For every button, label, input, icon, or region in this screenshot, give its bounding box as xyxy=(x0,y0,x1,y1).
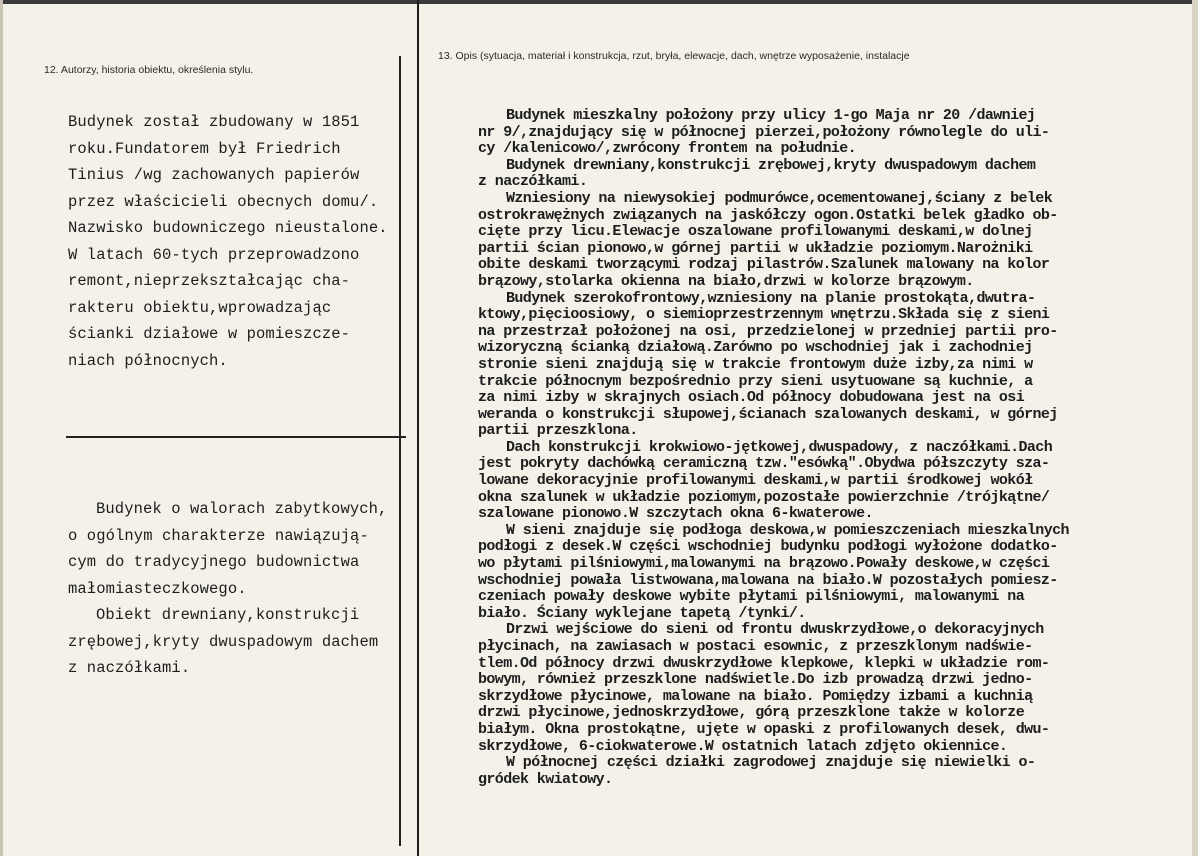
text-line: W latach 60-tych przeprowadzono xyxy=(68,245,360,264)
text-line: wizoryczną ścianką działową.Zarówno po wschodniej jak i zachodniej xyxy=(478,339,1033,357)
text-line: bowym, również przeszklone nadświetle.Do izb prowadzą drzwi jedno- xyxy=(478,671,1033,689)
text-line: za nimi izby w skrajnych osiach.Od północy dobudowana jest na osi xyxy=(478,389,1025,407)
section-13-heading: 13. Opis (sytuacja, materiał i konstrukcja, rzut, bryła, elewacje, dach, wnętrze wyposażenie, instalacje xyxy=(438,50,910,62)
history-text xyxy=(68,109,413,374)
text-line: tlem.Od północy drzwi dwuskrzydłowe klepkowe, klepki w układzie rom- xyxy=(478,654,1050,672)
text-line: roku.Fundatorem był Friedrich xyxy=(68,139,341,158)
text-line: gródek kwiatowy. xyxy=(478,770,613,788)
text-line: remont,nieprzekształcając cha- xyxy=(68,272,351,290)
text-line: z naczółkami. xyxy=(68,659,191,677)
text-line: partii ścian pionowo,w górnej partii w układzie poziomym.Narożniki xyxy=(478,239,1033,257)
top-frame-line xyxy=(0,0,1198,4)
text-line: Budynek mieszkalny położony przy ulicy 1-go Maja nr 20 /dawniej xyxy=(506,107,1036,124)
text-line: Budynek został zbudowany w 1851 xyxy=(68,113,360,131)
text-line: cy /kalenicowo/,zwrócony frontem na południe. xyxy=(478,140,857,158)
text-line: wo płytami pilśniowymi,malowanymi na brązowo.Powały deskowe,w części xyxy=(478,555,1050,573)
text-line: Nazwisko budowniczego nieustalone. xyxy=(68,219,388,237)
text-line: Budynek szerokofrontowy,wzniesiony na planie prostokąta,dwutra- xyxy=(506,289,1036,307)
text-line: nr 9/,znajdujący się w północnej pierzei,położony równolegle do uli- xyxy=(478,123,1050,141)
text-line: o ogólnym charakterze nawiązują- xyxy=(68,526,369,545)
text-line: białym. Okna prostokątne, ujęte w opaski z profilowanych desek, dwu- xyxy=(478,720,1050,738)
text-line: trakcie północnym bezpośrednio przy sieni usytuowane są kuchnie, a xyxy=(478,372,1033,390)
text-line: biało. Ściany wyklejane tapetą /tynki/. xyxy=(478,604,806,622)
text-line: wschodniej powała listwowana,malowana na biało.W pozostałych pomiesz- xyxy=(478,571,1058,589)
text-line: czeniach powały deskowe wybite płytami pilśniowymi, malowanymi na xyxy=(478,588,1025,606)
column-divider-right xyxy=(417,0,419,856)
style-assessment-text xyxy=(68,496,413,682)
text-line: Obiekt drewniany,konstrukcji xyxy=(96,606,360,624)
text-line: brązowy,stolarka okienna na biało,drzwi w kolorze brązowym. xyxy=(478,272,974,290)
text-line: jest pokryty dachówką ceramiczną tzw."esówką".Obydwa półszczyty sza- xyxy=(478,455,1050,473)
text-line: rakteru obiektu,wprowadzając xyxy=(68,298,332,317)
text-line: na przestrzał położonej na osi, przedzielonej w przedniej partii pro- xyxy=(478,322,1058,340)
text-line: obite deskami tworzącymi rodzaj pilastrów.Szalunek malowany na kolor xyxy=(478,256,1050,274)
text-line: skrzydłowe, 6-ciokwaterowe.W ostatnich latach zdjęto okiennice. xyxy=(478,737,1008,755)
text-line: podłogi z desek.W części wschodniej budynku podłogi wyłożone dodatko- xyxy=(478,538,1058,556)
text-line: płycinach, na zawiasach w postaci esownic, z przeszklonym nadświe- xyxy=(478,638,1033,655)
text-line: ktowy,pięcioosiowy, o siemioprzestrzennym wnętrzu.Składa się z sieni xyxy=(478,306,1050,324)
text-line: przez właścicieli obecnych domu/. xyxy=(68,192,379,211)
text-line: W sieni znajduje się podłoga deskowa,w pomieszczeniach mieszkalnych xyxy=(506,521,1069,539)
description-text xyxy=(478,108,1190,788)
text-line: ścianki działowe w pomieszcze- xyxy=(68,325,351,343)
text-line: z naczółkami. xyxy=(478,173,588,191)
text-line: Budynek drewniany,konstrukcji zrębowej,kryty dwuspadowym dachem xyxy=(506,156,1036,174)
text-line: Budynek o walorach zabytkowych, xyxy=(96,500,388,518)
text-line: partii przeszklona. xyxy=(478,422,638,440)
text-line: Wzniesiony na niewysokiej podmurówce,ocementowanej,ściany z belek xyxy=(506,189,1053,207)
left-edge xyxy=(0,0,3,856)
section-separator xyxy=(66,436,406,438)
text-line: niach północnych. xyxy=(68,351,228,370)
text-line: stronie sieni znajdują się w trakcie frontowym duże izby,za nimi w xyxy=(478,355,1033,373)
section-12-heading: 12. Autorzy, historia obiektu, określenia stylu. xyxy=(44,64,254,76)
text-line: lowane dekoracyjnie profilowanymi deskami,w partii środkowej wokół xyxy=(478,472,1033,490)
text-line: W północnej części działki zagrodowej znajduje się niewielki o- xyxy=(506,754,1036,772)
text-line: ostrokrawężnych związanych na jaskółczy ogon.Ostatki belek gładko ob- xyxy=(478,206,1058,224)
text-line: drzwi płycinowe,jednoskrzydłowe, górą przeszklone także w kolorze xyxy=(478,704,1025,722)
text-line: weranda o konstrukcji słupowej,ścianach szalowanych deskami, w górnej xyxy=(478,405,1058,423)
text-line: Dach konstrukcji krokwiowo-jętkowej,dwuspadowy, z naczółkami.Dach xyxy=(506,438,1053,456)
text-line: Tinius /wg zachowanych papierów xyxy=(68,166,360,184)
text-line: zrębowej,kryty dwuspadowym dachem xyxy=(68,632,379,651)
text-line: małomiasteczkowego. xyxy=(68,579,247,598)
text-line: szalowane pionowo.W szczytach okna 6-kwaterowe. xyxy=(478,505,873,523)
text-line: okna szalunek w układzie poziomym,pozostałe powierzchnie /trójkątne/ xyxy=(478,488,1050,506)
text-line: Drzwi wejściowe do sieni od frontu dwuskrzydłowe,o dekoracyjnych xyxy=(506,621,1044,639)
text-line: cięte przy licu.Elewacje oszalowane profilowanymi deskami,w dolnej xyxy=(478,223,1033,241)
text-line: cym do tradycyjnego budownictwa xyxy=(68,553,360,571)
text-line: skrzydłowe płycinowe, malowane na biało. Pomiędzy izbami a kuchnią xyxy=(478,687,1033,705)
right-edge xyxy=(1192,0,1198,856)
